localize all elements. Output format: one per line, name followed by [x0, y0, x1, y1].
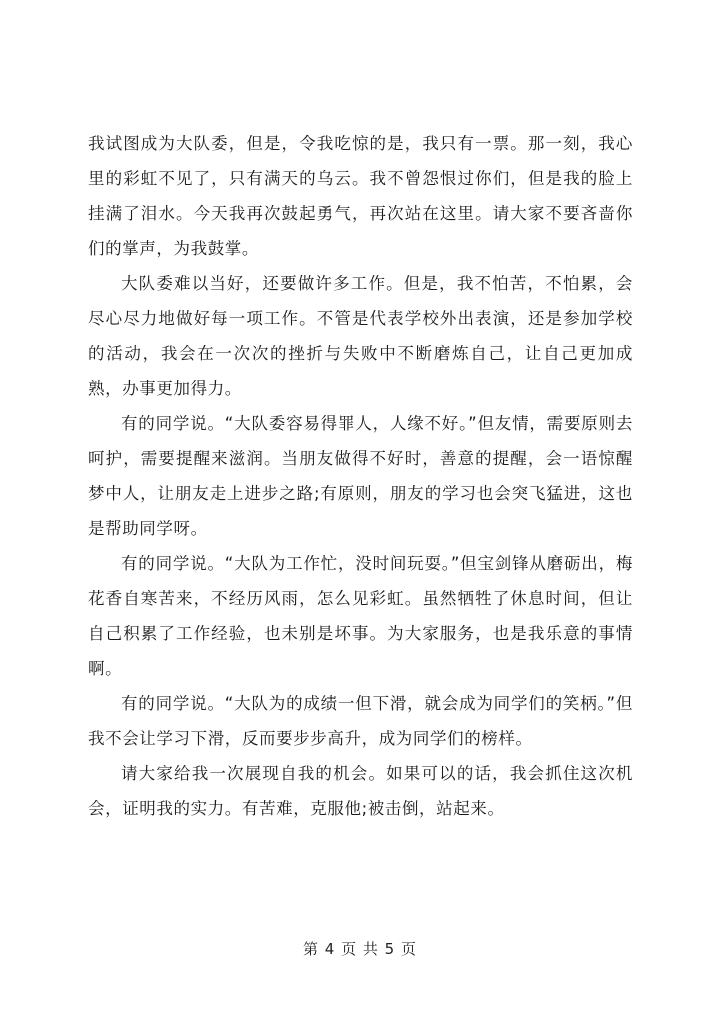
paragraph: 我试图成为大队委，但是，令我吃惊的是，我只有一票。那一刻，我心里的彩虹不见了，只有满天的乌云。我不曾怨恨过你们，但是我的脸上挂满了泪水。今天我再次鼓起勇气，再次站在这里。请大家不要吝啬你们的掌声，为我鼓掌。 [88, 134, 633, 258]
document-body [88, 126, 633, 826]
paragraph: 有的同学说。“大队委容易得罪人，人缘不好。”但友情，需要原则去呵护，需要提醒来滋润。当朋友做得不好时，善意的提醒，会一语惊醒梦中人，让朋友走上进步之路;有原则，朋友的学习也会突飞猛进，这也是帮助同学呀。 [88, 414, 633, 538]
paragraph: 大队委难以当好，还要做许多工作。但是，我不怕苦，不怕累，会尽心尽力地做好每一项工作。不管是代表学校外出表演，还是参加学校的活动，我会在一次次的挫折与失败中不断磨炼自己，让自己更加成熟，办事更加得力。 [88, 274, 633, 398]
paragraph: 请大家给我一次展现自我的机会。如果可以的话，我会抓住这次机会，证明我的实力。有苦难，克服他;被击倒，站起来。 [88, 764, 633, 818]
page-footer: 第 4 页 共 5 页 [303, 940, 417, 958]
paragraph: 有的同学说。“大队为工作忙，没时间玩耍。”但宝剑锋从磨砺出，梅花香自寒苦来，不经历风雨，怎么见彩虹。虽然牺牲了休息时间，但让自己积累了工作经验，也未别是坏事。为大家服务，也是我乐意的事情啊。 [88, 554, 633, 678]
paragraph: 有的同学说。“大队为的成绩一但下滑，就会成为同学们的笑柄。”但我不会让学习下滑，反而要步步高升，成为同学们的榜样。 [88, 694, 633, 748]
